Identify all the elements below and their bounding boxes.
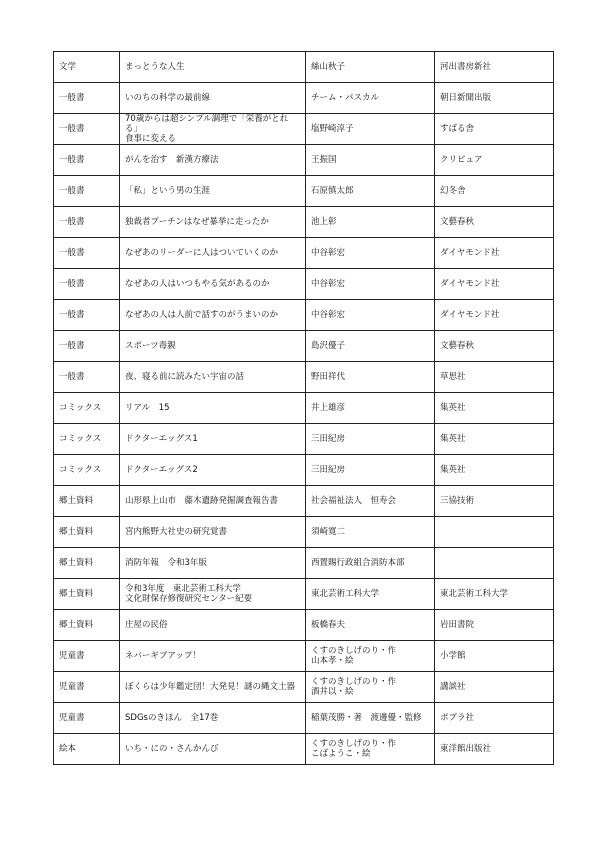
table-row [54, 579, 554, 610]
table-row [54, 672, 554, 703]
table-row [54, 114, 554, 145]
category-cell: 一般書 [54, 238, 120, 269]
publisher-cell: 東北芸術工科大学 [435, 579, 554, 610]
category-cell: 一般書 [54, 114, 120, 145]
category-cell: 郷土資料 [54, 517, 120, 548]
title-cell: なぜあのリーダーに人はついていくのか [120, 238, 306, 269]
table-row [54, 610, 554, 641]
table-row [54, 455, 554, 486]
table-body [54, 52, 554, 765]
publisher-cell: 小学館 [435, 641, 554, 672]
category-cell: 一般書 [54, 269, 120, 300]
title-cell: 宮内熊野大社史の研究覚書 [120, 517, 306, 548]
author-cell: 石原慎太郎 [306, 176, 435, 207]
author-cell: 社会福祉法人 恒寿会 [306, 486, 435, 517]
category-cell: 郷土資料 [54, 610, 120, 641]
publisher-cell [435, 548, 554, 579]
publisher-cell: ダイヤモンド社 [435, 300, 554, 331]
publisher-cell: 講談社 [435, 672, 554, 703]
title-cell: なぜあの人はいつもやる気があるのか [120, 269, 306, 300]
title-cell: なぜあの人は人前で話すのがうまいのか [120, 300, 306, 331]
category-cell: 児童書 [54, 703, 120, 734]
category-cell: 児童書 [54, 641, 120, 672]
author-cell: くすのきしげのり・作 山本孝・絵 [306, 641, 435, 672]
publisher-cell: クリピュア [435, 145, 554, 176]
title-cell: がんを治す 新漢方療法 [120, 145, 306, 176]
author-cell: 稲葉茂勝・著 渡邊優・監修 [306, 703, 435, 734]
table-row [54, 207, 554, 238]
title-cell: ぼくらは少年鑑定団！大発見！謎の縄文土器 [120, 672, 306, 703]
author-cell: 板橋春夫 [306, 610, 435, 641]
category-cell: 郷土資料 [54, 579, 120, 610]
publisher-cell: すばる舎 [435, 114, 554, 145]
title-cell: ドクターエッグス1 [120, 424, 306, 455]
author-cell: 塩野崎淳子 [306, 114, 435, 145]
title-cell: 「私」という男の生涯 [120, 176, 306, 207]
author-cell: 中谷彰宏 [306, 238, 435, 269]
category-cell: 一般書 [54, 145, 120, 176]
publisher-cell [435, 517, 554, 548]
book-list-table [53, 51, 554, 765]
author-cell: 野田祥代 [306, 362, 435, 393]
publisher-cell: 集英社 [435, 455, 554, 486]
category-cell: 郷土資料 [54, 486, 120, 517]
table-row [54, 176, 554, 207]
table-row [54, 548, 554, 579]
title-cell: まっとうな人生 [120, 52, 306, 83]
category-cell: 一般書 [54, 176, 120, 207]
table-row [54, 424, 554, 455]
category-cell: 一般書 [54, 83, 120, 114]
table-row [54, 362, 554, 393]
publisher-cell: 岩田書院 [435, 610, 554, 641]
category-cell: 一般書 [54, 207, 120, 238]
title-cell: いのちの科学の最前線 [120, 83, 306, 114]
publisher-cell: 幻冬舎 [435, 176, 554, 207]
title-cell: SDGsのきほん 全17巻 [120, 703, 306, 734]
publisher-cell: 文藝春秋 [435, 207, 554, 238]
title-cell: 夜、寝る前に読みたい宇宙の話 [120, 362, 306, 393]
title-cell: スポーツ毒親 [120, 331, 306, 362]
table-row [54, 145, 554, 176]
category-cell: 児童書 [54, 672, 120, 703]
title-cell: リアル 15 [120, 393, 306, 424]
author-cell: くすのきしげのり・作 酒井以・絵 [306, 672, 435, 703]
category-cell: 郷土資料 [54, 548, 120, 579]
publisher-cell: ダイヤモンド社 [435, 238, 554, 269]
category-cell: 絵本 [54, 734, 120, 765]
publisher-cell: 東洋館出版社 [435, 734, 554, 765]
author-cell: チーム・パスカル [306, 83, 435, 114]
category-cell: 文学 [54, 52, 120, 83]
table-row [54, 641, 554, 672]
author-cell: 三田紀房 [306, 455, 435, 486]
table-row [54, 238, 554, 269]
publisher-cell: ポプラ社 [435, 703, 554, 734]
author-cell: 王振国 [306, 145, 435, 176]
table-row [54, 486, 554, 517]
publisher-cell: 河出書房新社 [435, 52, 554, 83]
publisher-cell: ダイヤモンド社 [435, 269, 554, 300]
author-cell: 三田紀房 [306, 424, 435, 455]
title-cell: 令和3年度 東北芸術工科大学 文化財保存修復研究センター紀要 [120, 579, 306, 610]
publisher-cell: 三協技術 [435, 486, 554, 517]
title-cell: ドクターエッグス2 [120, 455, 306, 486]
publisher-cell: 朝日新聞出版 [435, 83, 554, 114]
author-cell: 池上彰 [306, 207, 435, 238]
table-row [54, 83, 554, 114]
author-cell: 西置賜行政組合消防本部 [306, 548, 435, 579]
publisher-cell: 文藝春秋 [435, 331, 554, 362]
title-cell: 70歳からは超シンプル調理で「栄養がとれる」 食事に変える [120, 114, 306, 145]
table-row [54, 300, 554, 331]
author-cell: 中谷彰宏 [306, 300, 435, 331]
title-cell: ネバーギブアップ！ [120, 641, 306, 672]
table-row [54, 703, 554, 734]
author-cell: 島沢優子 [306, 331, 435, 362]
category-cell: コミックス [54, 393, 120, 424]
table-row [54, 52, 554, 83]
author-cell: 中谷彰宏 [306, 269, 435, 300]
author-cell: 東北芸術工科大学 [306, 579, 435, 610]
category-cell: コミックス [54, 455, 120, 486]
title-cell: 山形県上山市 藤木遺跡発掘調査報告書 [120, 486, 306, 517]
category-cell: 一般書 [54, 331, 120, 362]
author-cell: くすのきしげのり・作 こばようこ・絵 [306, 734, 435, 765]
table-row [54, 269, 554, 300]
title-cell: 消防年報 令和3年版 [120, 548, 306, 579]
publisher-cell: 集英社 [435, 393, 554, 424]
category-cell: 一般書 [54, 362, 120, 393]
table-row [54, 734, 554, 765]
table-row [54, 517, 554, 548]
publisher-cell: 草思社 [435, 362, 554, 393]
table-row [54, 393, 554, 424]
table-row [54, 331, 554, 362]
publisher-cell: 集英社 [435, 424, 554, 455]
author-cell: 井上雄彦 [306, 393, 435, 424]
title-cell: 独裁者プーチンはなぜ暴挙に走ったか [120, 207, 306, 238]
title-cell: 庄屋の民俗 [120, 610, 306, 641]
category-cell: コミックス [54, 424, 120, 455]
category-cell: 一般書 [54, 300, 120, 331]
author-cell: 絲山秋子 [306, 52, 435, 83]
title-cell: いち・にの・さんかんび [120, 734, 306, 765]
author-cell: 須崎寛二 [306, 517, 435, 548]
